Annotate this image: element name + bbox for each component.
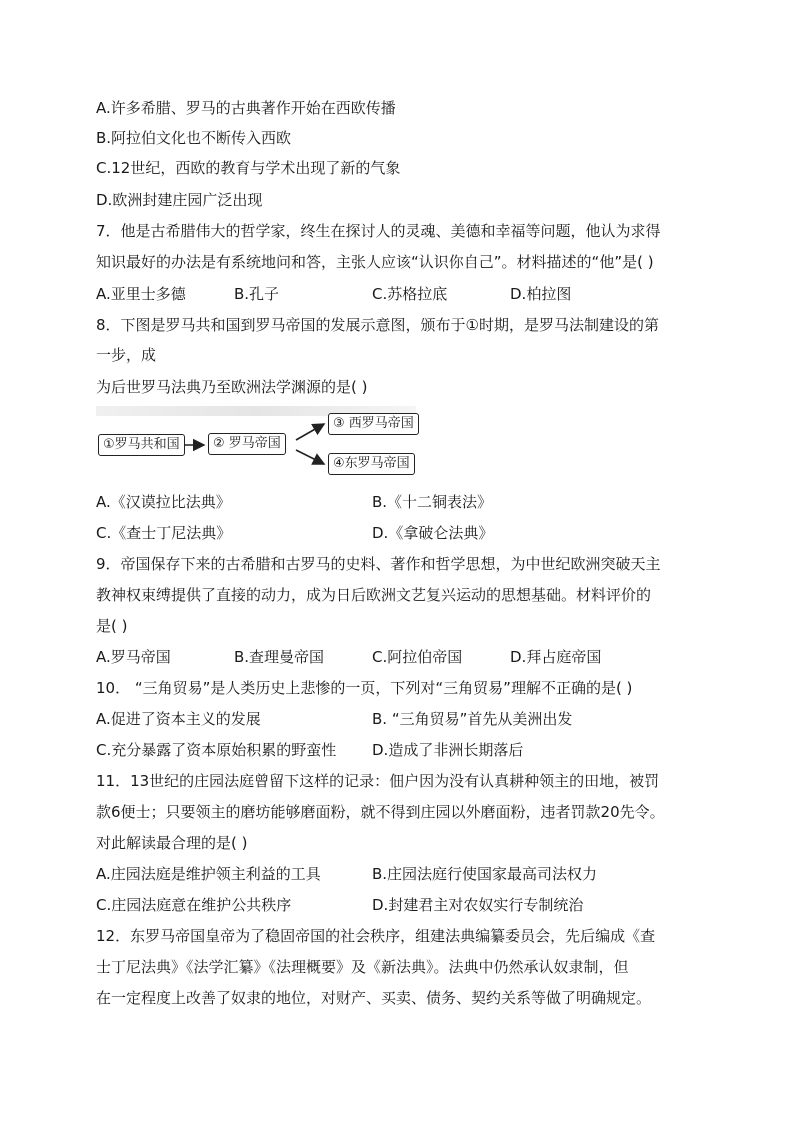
q7-option-b: B.孔子 [234,285,280,303]
q8-stem-line2: 一步，成 [96,346,157,364]
q12-stem-line2: 士丁尼法典》《法学汇纂》《法理概要》及《新法典》。法典中仍然承认奴隶制，但 [96,958,629,976]
arrow-2-to-3 [296,424,324,440]
q12-stem-line1: 12．东罗马帝国皇帝为了稳固帝国的社会秩序，组建法典编纂委员会，先后编成《查 [96,927,656,945]
q6-option-b: B.阿拉伯文化也不断传入西欧 [96,129,292,147]
q9-stem-line3: 是( ) [96,617,128,635]
q8-stem-line3: 为后世罗马法典乃至欧洲法学渊源的是( ) [96,378,368,396]
q11-option-b: B.庄园法庭行使国家最高司法权力 [372,865,598,883]
q12-stem-line3: 在一定程度上改善了奴隶的地位，对财产、买卖、债务、契约关系等做了明确规定。 [96,989,652,1007]
q7-stem-line2: 知识最好的办法是有系统地问和答，主张人应该“认识你自己”。材料描述的“他”是( ) [96,253,654,271]
diagram-box-roman-empire: ② 罗马帝国 [208,433,286,455]
q10-option-b: B. “三角贸易”首先从美洲出发 [372,710,573,728]
q8-stem-line1: 8．下图是罗马共和国到罗马帝国的发展示意图，颁布于①时期，是罗马法制建设的第 [96,316,659,334]
q11-option-c: C.庄园法庭意在维护公共秩序 [96,896,292,914]
q7-stem-line1: 7．他是古希腊伟大的哲学家，终生在探讨人的灵魂、美德和幸福等问题，他认为求得 [96,222,661,240]
q9-option-c: C.阿拉伯帝国 [372,648,463,666]
q10-option-d: D.造成了非洲长期落后 [372,741,524,759]
q9-option-b: B.查理曼帝国 [234,648,325,666]
q10-stem: 10． “三角贸易”是人类历史上悲惨的一页，下列对“三角贸易”理解不正确的是( ) [96,679,633,697]
q11-stem-line3: 对此解读最合理的是( ) [96,834,248,852]
q6-option-c: C.12世纪，西欧的教育与学术出现了新的气象 [96,159,401,177]
q8-option-b: B.《十二铜表法》 [372,493,493,511]
q6-option-d: D.欧洲封建庄园广泛出现 [96,191,263,209]
q9-stem-line1: 9．帝国保存下来的古希腊和古罗马的史料、著作和哲学思想，为中世纪欧洲突破天主 [96,555,661,573]
q11-option-d: D.封建君主对农奴实行专制统治 [372,896,584,914]
q11-stem-line2: 款6便士；只要领主的磨坊能够磨面粉，就不得到庄园以外磨面粉，违者罚款20先令。 [96,803,665,821]
arrow-2-to-4 [296,450,324,464]
q7-option-c: C.苏格拉底 [372,285,448,303]
diagram-box-eastern-roman-empire: ④东罗马帝国 [328,453,415,475]
q11-option-a: A.庄园法庭是维护领主利益的工具 [96,865,321,883]
q8-option-c: C.《查士丁尼法典》 [96,524,232,542]
q11-stem-line1: 11．13世纪的庄园法庭曾留下这样的记录：佃户因为没有认真耕种领主的田地，被罚 [96,772,660,790]
q9-option-d: D.拜占庭帝国 [510,648,602,666]
q8-option-d: D.《拿破仑法典》 [372,524,494,542]
q7-option-a: A.亚里士多德 [96,285,186,303]
q10-option-c: C.充分暴露了资本原始积累的野蛮性 [96,741,337,759]
q9-option-a: A.罗马帝国 [96,648,171,666]
diagram-box-roman-republic: ①罗马共和国 [98,434,185,456]
q9-stem-line2: 教神权束缚提供了直接的动力，成为日后欧洲文艺复兴运动的思想基础。材料评价的 [96,586,652,604]
rome-development-diagram [96,404,426,480]
q6-option-a: A.许多希腊、罗马的古典著作开始在西欧传播 [96,99,396,117]
diagram-box-western-roman-empire: ③ 西罗马帝国 [328,413,419,435]
q8-option-a: A.《汉谟拉比法典》 [96,493,231,511]
q7-option-d: D.柏拉图 [510,285,572,303]
q10-option-a: A.促进了资本主义的发展 [96,710,261,728]
